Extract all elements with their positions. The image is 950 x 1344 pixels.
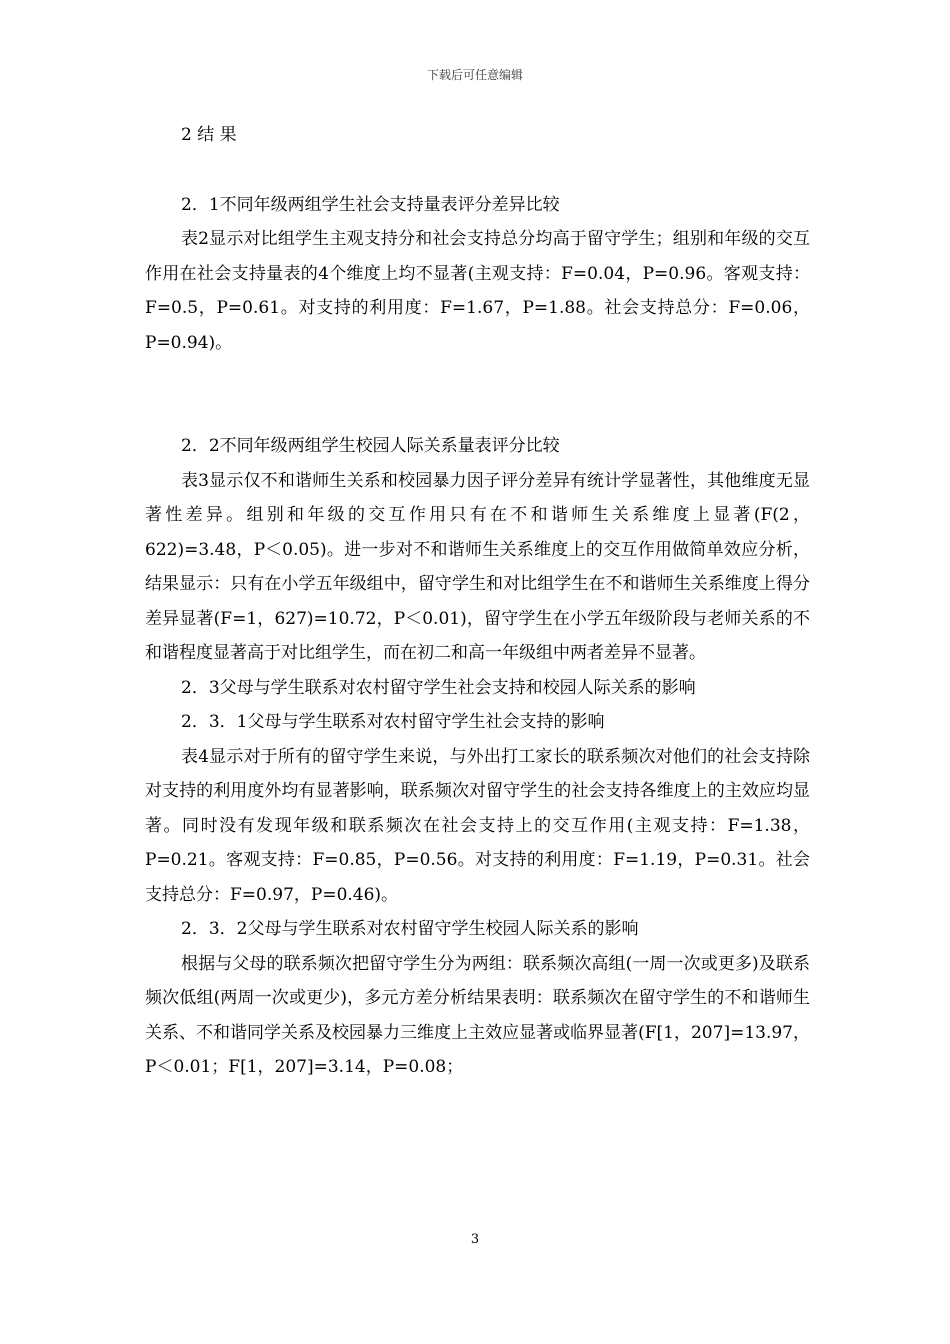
page-header: 下载后可任意编辑 [426,68,523,82]
section-2-1-paragraph: 表2显示对比组学生主观支持分和社会支持总分均高于留守学生；组别和年级的交互作用在社会支持量表的4个维度上均不显著(主观支持：F=0.04，P=0.96。客观支持：F=0.5，P=0.61。对支持的利用度：F=1.67，P=1.88。社会支持总分：F=0.06，P=0.94)。 [145,229,810,353]
section-2-1-title: 2．1不同年级两组学生社会支持量表评分差异比较 [181,194,560,215]
section-2-3-1-paragraph: 表4显示对于所有的留守学生来说，与外出打工家长的联系频次对他们的社会支持除对支持的利用度外均有显著影响，联系频次对留守学生的社会支持各维度上的主效应均显著。同时没有发现年级和联系频次在社会支持上的交互作用(主观支持：F=1.38，P=0.21。客观支持：F=0.85，P=0.56。对支持的利用度：F=1.19，P=0.31。社会支持总分：F=0.97，P=0.46)。 [145,746,810,905]
section-2-2-paragraph: 表3显示仅不和谐师生关系和校园暴力因子评分差异有统计学显著性，其他维度无显著性差异。组别和年级的交互作用只有在不和谐师生关系维度上显著(F(2，622)=3.48，P＜0.05)。进一步对不和谐师生关系维度上的交互作用做简单效应分析，结果显示：只有在小学五年级组中，留守学生和对比组学生在不和谐师生关系维度上得分差异显著(F=1，627)=10.72，P＜0.01)，留守学生在小学五年级阶段与老师关系的不和谐程度显著高于对比组学生，而在初二和高一年级组中两者差异不显著。 [145,470,810,663]
document-body [145,118,810,1085]
section-2-3-title: 2．3父母与学生联系对农村留守学生社会支持和校园人际关系的影响 [181,677,696,698]
section-2-3-1-title: 2．3．1父母与学生联系对农村留守学生社会支持的影响 [181,712,605,732]
section-2-3-2-paragraph: 根据与父母的联系频次把留守学生分为两组：联系频次高组(一周一次或更多)及联系频次低组(两周一次或更少)，多元方差分析结果表明：联系频次在留守学生的不和谐师生关系、不和谐同学关系及校园暴力三维度上主效应显著或临界显著(F[1，207]=13.97，P＜0.01；F[1，207]=3.14，P=0.08； [145,953,810,1077]
section-2-2-title: 2．2不同年级两组学生校园人际关系量表评分比较 [181,436,560,456]
spacer [145,360,810,429]
section-2-title: 2 结 果 [181,125,237,145]
section-2-3-2-title: 2．3．2父母与学生联系对农村留守学生校园人际关系的影响 [181,919,639,939]
page-number: 3 [470,1232,480,1247]
spacer [145,153,810,188]
